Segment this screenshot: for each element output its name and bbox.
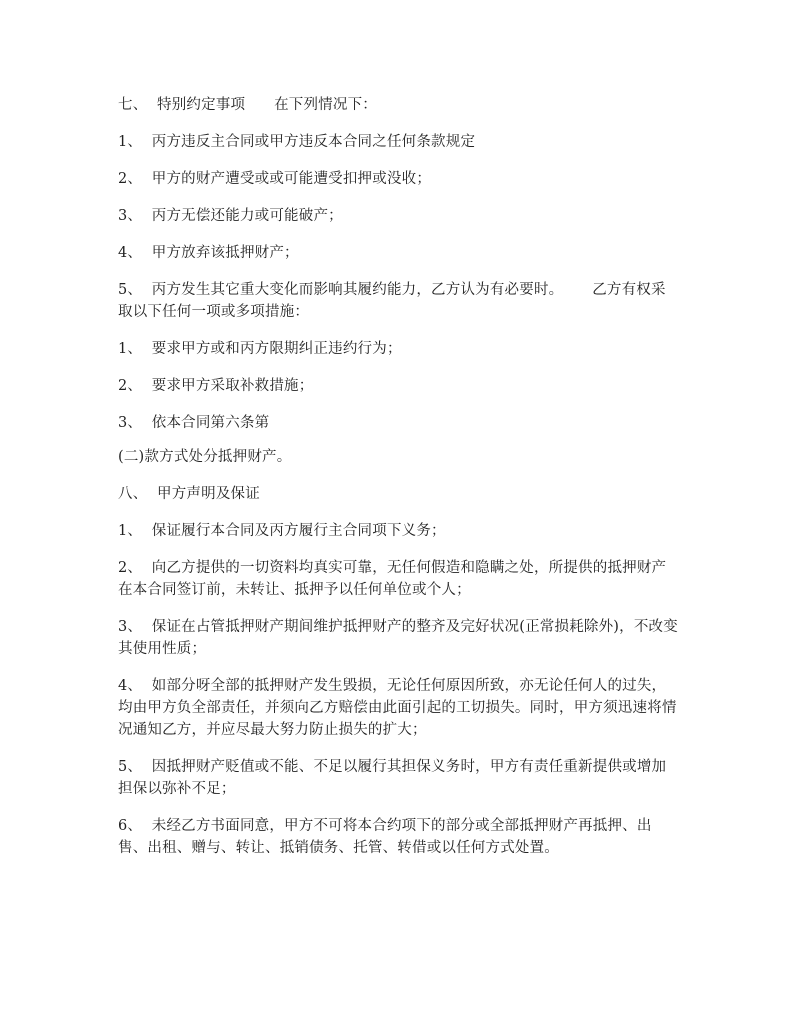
section-heading-special-terms: 七、 特别约定事项 在下列情况下：	[118, 97, 377, 113]
declaration-item-1: 1、 保证履行本合同及丙方履行主合同项下义务；	[118, 523, 446, 539]
section-heading-declarations: 八、 甲方声明及保证	[118, 486, 260, 502]
condition-item-5: 5、 丙方发生其它重大变化而影响其履约能力，乙方认为有必要时。 乙方有权采取以下任何一项或多项措施：	[118, 282, 666, 320]
declaration-item-5: 5、 因抵押财产贬值或不能、不足以履行其担保义务时，甲方有责任重新提供或增加担保以弥补不足；	[118, 759, 667, 797]
declaration-item-4: 4、 如部分呀全部的抵押财产发生毁损，无论任何原因所致，亦无论任何人的过失，均由甲方负全部责任，并须向乙方赔偿由此面引起的工切损失。同时，甲方须迅速将情况通知乙方，并应尽最大努力防止损失的扩大；	[118, 678, 677, 738]
measure-item-3-continued: (二)款方式处分抵押财产。	[118, 449, 292, 465]
measure-item-3: 3、 依本合同第六条第	[118, 415, 270, 431]
document-body	[118, 94, 680, 874]
measure-item-1: 1、 要求甲方或和丙方限期纠正违约行为；	[118, 341, 402, 357]
condition-item-2: 2、 甲方的财产遭受或或可能遭受扣押或没收；	[118, 171, 432, 187]
declaration-item-6: 6、 未经乙方书面同意，甲方不可将本合约项下的部分或全部抵押财产再抵押、出售、出租、赠与、转让、抵销债务、托管、转借或以任何方式处置。	[118, 818, 652, 856]
condition-item-3: 3、 丙方无偿还能力或可能破产；	[118, 208, 343, 224]
declaration-item-2: 2、 向乙方提供的一切资料均真实可靠，无任何假造和隐瞒之处，所提供的抵押财产在本合同签订前，未转让、抵押予以任何单位或个人；	[118, 560, 667, 598]
measure-item-2: 2、 要求甲方采取补救措施；	[118, 378, 314, 394]
condition-item-4: 4、 甲方放弃该抵押财产；	[118, 245, 299, 261]
condition-item-1: 1、 丙方违反主合同或甲方违反本合同之任何条款规定	[118, 134, 476, 150]
declaration-item-3: 3、 保证在占管抵押财产期间维护抵押财产的整齐及完好状况(正常损耗除外)，不改变其使用性质；	[118, 619, 678, 657]
